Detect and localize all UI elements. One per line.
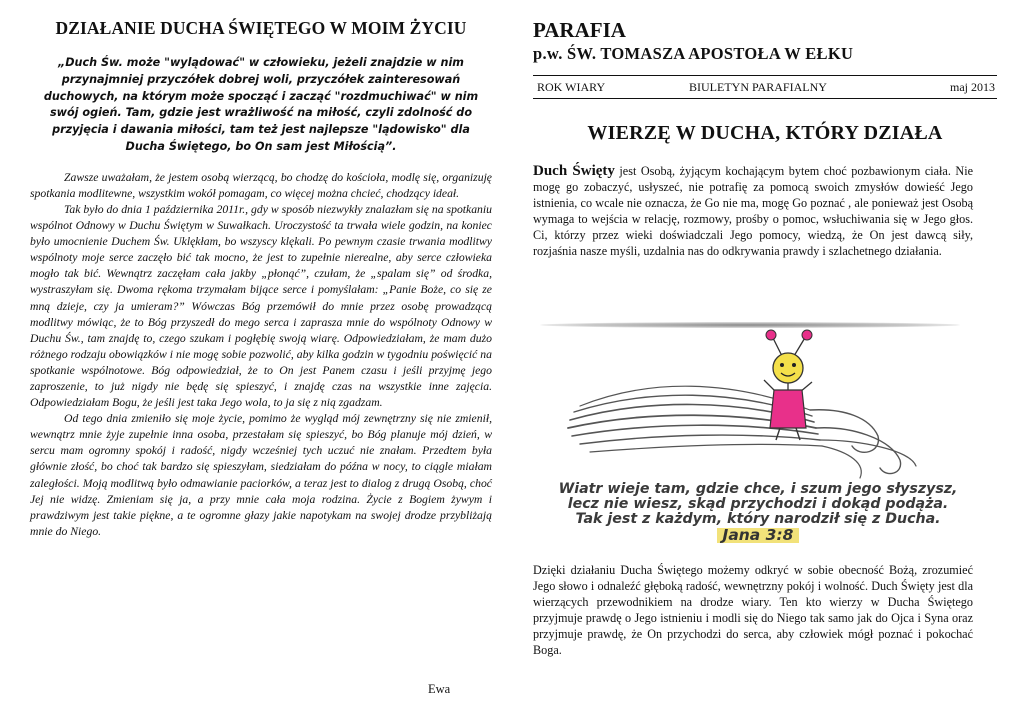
intro-lead-in: Duch Święty (533, 163, 615, 179)
left-article-lead-quote: „Duch Św. może "wylądować" w człowieku, jeżeli znajdzie w nim przynajmniej przyczółek dobrej woli, przyczółek zainteresowań duchowych, na którym może spocząć i zacząć "rozdmuchiwać" w nim swój ogień. Tam, gdzie jest wrażliwość na miłość, czyli zdolność do przyjęcia i dawania miłości, tam też jest najlepsze "lądowisko" dla Ducha Świętego, bo On sam jest Miłością”. (43, 56, 479, 153)
verse-reference: Jana 3:8 (717, 528, 800, 543)
bulletin-info-bar (533, 75, 997, 99)
left-article (30, 18, 492, 540)
intro-paragraph (533, 163, 973, 259)
parish-subtitle: p.w. ŚW. TOMASZA APOSTOŁA W EŁKU (533, 44, 854, 63)
year-of-faith-label: ROK WIARY (537, 80, 606, 94)
closing-paragraph: Dzięki działaniu Ducha Świętego możemy odkryć w sobie obecność Bożą, zrozumieć Jego słowo i odnaleźć głęboką radość, wewnętrzny pokój i wolność. Duch Święty jest dla wierzących przewodnikiem na drodze wiary. Ten kto wierzy w Ducha Świętego przyjmuje prawdę o Jego istnieniu i modli się do Niego tak samo jak do Ojca i Syna oraz przyjmuje prawdę, że On przychodzi do serca, aby człowiek mógł poznać i pokochać Boga. (533, 563, 973, 657)
story-paragraph-3: Od tego dnia zmieniło się moje życie, pomimo że wygląd mój zewnętrzny się nie zmienił, wewnątrz mnie żyje zupełnie inna osoba, przestałam się spieszyć, bo Bóg planuje mój dzień, w sercu mam ogromny spokój i radość, nigdy wcześniej tych uczuć nie znałam. Przedtem była głównie złość, bo choć tak bardzo się spieszyłam, siedziałam do późna w nocy, to ciągle miałam zaległości. Moją modlitwą było odmawianie paciorków, a teraz jest to dialog z drugą Osobą, choć Jej nie widzę. Zmieniam się ja, a przy mnie cała moja rodzina. Życie z Bogiem żywym i prawdziwym jest takie piękne, a te ogromne głazy jakie napotykam na swojej drodze przybliżają mnie do Niego. (30, 412, 492, 538)
verse-line-1: Wiatr wieje tam, gdzie chce, i szum jego słyszysz, (558, 481, 958, 497)
verse-line-3: Tak jest z każdym, który narodził się z Ducha. (575, 511, 941, 527)
verse-line-2: lecz nie wiesz, skąd przychodzi i dokąd podąża. (567, 496, 949, 512)
scripture-verse-image (536, 482, 980, 556)
story-paragraph-2: Tak było do dnia 1 października 2011r., gdy w sposób niezwykły znalazłam się na spotkaniu wspólnot Odnowy w Duchu Świętym w Suwałkach. Uroczystość ta trwała wiele godzin, na koniec było umocnienie Duchem Św. Uklękłam, bo wszyscy klękali. Po pewnym czasie trwania modlitwy wspólnoty moje serce zaczęło bić tak mocno, że jest to zupełnie nierealne, aby serce człowieka mogło tak bić. Wewnątrz zaczęłam cała jakby „płonąć”, czułam, że „spalam się” od środka, wystraszyłam się. Dwoma rękoma trzymałam bijące serce i pomyślałam: „Panie Boże, co się ze mną dzieje, czy ja umieram?” Wówczas Bóg przemówił do mnie przez osobę prowadzącą modlitwy mówiąc, że to Bóg przyszedł do mego serca i zaprasza mnie do wspólnoty Odnowy w Duchu Św., tam znajdę to, czego szukam i pogłębię swoją wiarę. Odpowiedziałam, że mam dużo różnego rodzaju obowiązków i nie mogę sobie pozwolić, aby kilka godzin w tygodniu poświęcić na spotkanie wspólnotowe. Bóg odpowiedział, że to On jest Panem czasu i jeśli przyjmę jego zaproszenie, to już nigdy nie będę się spieszyć, i znajdę czas na wszystkie inne zajęcia. Odpowiedziałam Bogu, że jeśli jest taka Jego wola, to ja się z nią zgadzam. (30, 202, 492, 410)
girl-figure (764, 330, 812, 440)
left-article-title: DZIAŁANIE DUCHA ŚWIĘTEGO W MOIM ŻYCIU (55, 18, 467, 38)
article-headline: WIERZĘ W DUCHA, KTÓRY DZIAŁA (587, 122, 943, 144)
parish-title: PARAFIA (533, 18, 626, 42)
intro-text: jest Osobą, żyjącym kochającym bytem choć pozbawionym ciała. Nie mogę go zobaczyć, usłyszeć, nie potrafię za pomocą swoich zmysłów dowieść Jego istnienia, co wcale nie oznacza, że Go nie ma, mogę Go poznać , ale ponieważ jest Osobą wymaga to wejścia w relację, rozmowy, prośby o pomoc, wsłuchiwania się w Jego głos. Ci, którzy przez wieki doświadczali Jego pomocy, wiedzą, że On jest dawcą siły, rozjaśnia nasze myśli, uzdalnia nas do odkrywania prawdy i szlachetnego działania. (533, 164, 974, 258)
girl-on-wind-illustration (560, 328, 960, 486)
bulletin-label: BIULETYN PARAFIALNY (689, 80, 827, 94)
issue-date: maj 2013 (950, 80, 995, 94)
testimony-story (30, 170, 492, 540)
story-paragraph-1: Zawsze uważałam, że jestem osobą wierzącą, bo chodzę do kościoła, modlę się, organizuję spotkania modlitewne, wszystkim wokół pomagam, co więcej można chcieć, chodzący ideał. (30, 170, 492, 200)
author-signature: Ewa (428, 682, 451, 696)
masthead (533, 18, 997, 65)
